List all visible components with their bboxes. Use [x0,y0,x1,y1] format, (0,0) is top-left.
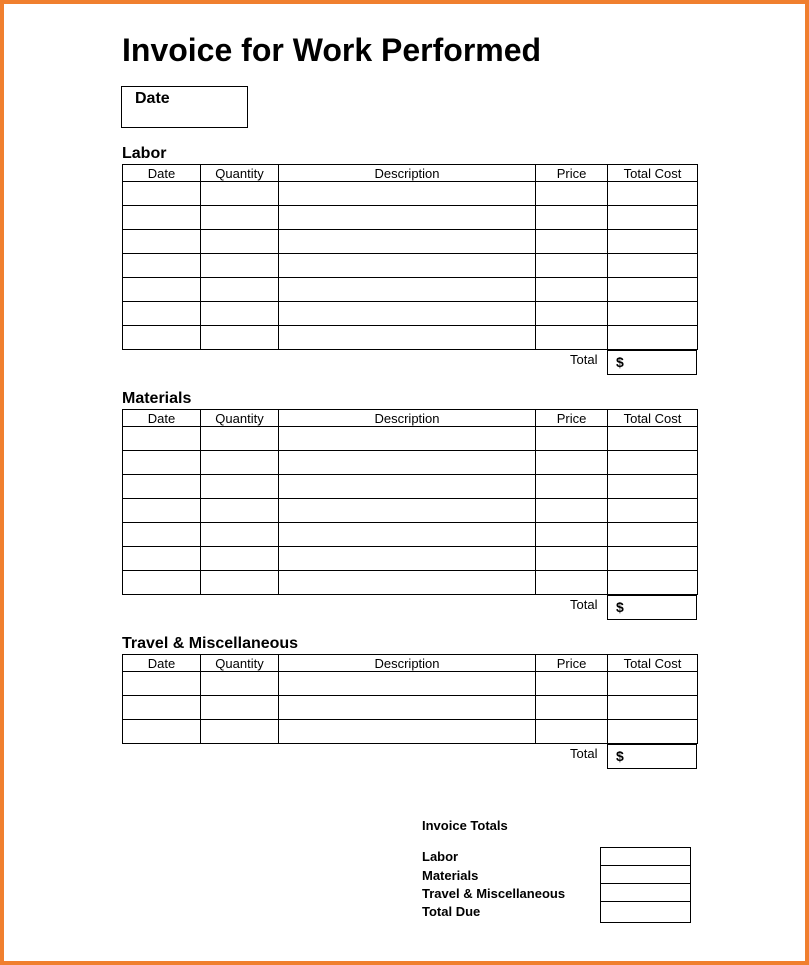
travel-table [122,654,698,744]
cell[interactable] [279,451,536,475]
cell[interactable] [201,206,279,230]
cell[interactable] [608,451,698,475]
summary-label-materials: Materials [422,868,479,883]
cell[interactable] [201,696,279,720]
cell[interactable] [123,206,201,230]
cell[interactable] [536,427,608,451]
cell[interactable] [201,720,279,744]
cell[interactable] [608,547,698,571]
cell[interactable] [536,254,608,278]
materials-total-label: Total [570,597,598,612]
date-field[interactable] [121,86,248,128]
col-header-price: Price [536,410,608,427]
currency-symbol: $ [616,748,624,764]
summary-total-due-field[interactable] [600,901,691,923]
cell[interactable] [279,326,536,350]
col-header-description: Description [279,165,536,182]
cell[interactable] [608,182,698,206]
table-row [123,182,698,206]
cell[interactable] [279,523,536,547]
table-row [123,278,698,302]
cell[interactable] [123,326,201,350]
cell[interactable] [201,230,279,254]
materials-table [122,409,698,595]
summary-materials-field[interactable] [600,865,691,884]
cell[interactable] [123,230,201,254]
table-row [123,571,698,595]
page-title: Invoice for Work Performed [122,32,542,68]
cell[interactable] [279,672,536,696]
cell[interactable] [201,547,279,571]
cell[interactable] [279,427,536,451]
col-header-quantity: Quantity [201,655,279,672]
cell[interactable] [279,278,536,302]
cell[interactable] [123,499,201,523]
cell[interactable] [201,326,279,350]
col-header-total-cost: Total Cost [608,655,698,672]
table-header-row [123,655,698,672]
cell[interactable] [608,206,698,230]
labor-table [122,164,698,350]
cell[interactable] [201,672,279,696]
cell[interactable] [536,182,608,206]
table-row [123,302,698,326]
cell[interactable] [123,451,201,475]
table-row [123,720,698,744]
col-header-date: Date [123,165,201,182]
cell[interactable] [201,571,279,595]
cell[interactable] [608,230,698,254]
cell[interactable] [279,571,536,595]
travel-total-label: Total [570,746,598,761]
cell[interactable] [123,571,201,595]
cell[interactable] [608,523,698,547]
cell[interactable] [279,230,536,254]
table-row [123,523,698,547]
cell[interactable] [201,499,279,523]
cell[interactable] [201,182,279,206]
cell[interactable] [123,278,201,302]
cell[interactable] [123,302,201,326]
labor-total-field[interactable] [607,350,697,375]
cell[interactable] [536,696,608,720]
cell[interactable] [279,475,536,499]
cell[interactable] [123,254,201,278]
travel-total-field[interactable] [607,744,697,769]
cell[interactable] [608,696,698,720]
cell[interactable] [201,523,279,547]
cell[interactable] [123,547,201,571]
col-header-date: Date [123,410,201,427]
table-row [123,672,698,696]
cell[interactable] [608,427,698,451]
cell[interactable] [536,475,608,499]
table-row [123,427,698,451]
cell[interactable] [536,206,608,230]
cell[interactable] [608,326,698,350]
travel-section-title: Travel & Miscellaneous [122,635,299,652]
cell[interactable] [608,672,698,696]
cell[interactable] [279,254,536,278]
cell[interactable] [123,427,201,451]
cell[interactable] [279,696,536,720]
col-header-quantity: Quantity [201,165,279,182]
materials-section-title: Materials [122,390,192,407]
cell[interactable] [123,475,201,499]
cell[interactable] [536,451,608,475]
cell[interactable] [536,278,608,302]
cell[interactable] [536,230,608,254]
cell[interactable] [536,302,608,326]
cell[interactable] [536,523,608,547]
cell[interactable] [201,427,279,451]
table-row [123,499,698,523]
cell[interactable] [279,499,536,523]
cell[interactable] [536,326,608,350]
table-row [123,230,698,254]
table-row [123,547,698,571]
cell[interactable] [536,571,608,595]
col-header-description: Description [279,410,536,427]
cell[interactable] [608,571,698,595]
labor-total-label: Total [570,352,598,367]
col-header-total-cost: Total Cost [608,410,698,427]
cell[interactable] [201,475,279,499]
summary-travel-field[interactable] [600,883,691,902]
col-header-price: Price [536,655,608,672]
cell[interactable] [201,278,279,302]
cell[interactable] [123,696,201,720]
cell[interactable] [279,206,536,230]
cell[interactable] [536,672,608,696]
cell[interactable] [279,720,536,744]
currency-symbol: $ [616,599,624,615]
summary-label-travel: Travel & Miscellaneous [422,886,566,901]
cell[interactable] [279,182,536,206]
table-row [123,696,698,720]
labor-section-title: Labor [122,145,167,162]
col-header-quantity: Quantity [201,410,279,427]
cell[interactable] [608,302,698,326]
cell[interactable] [608,475,698,499]
cell[interactable] [279,302,536,326]
cell[interactable] [608,278,698,302]
currency-symbol: $ [616,354,624,370]
table-row [123,206,698,230]
cell[interactable] [201,254,279,278]
col-header-date: Date [123,655,201,672]
table-row [123,326,698,350]
cell[interactable] [279,547,536,571]
materials-total-field[interactable] [607,595,697,620]
cell[interactable] [123,523,201,547]
cell[interactable] [123,182,201,206]
table-row [123,254,698,278]
cell[interactable] [201,451,279,475]
cell[interactable] [536,547,608,571]
table-row [123,475,698,499]
table-header-row [123,410,698,427]
col-header-total-cost: Total Cost [608,165,698,182]
cell[interactable] [123,720,201,744]
date-label: Date [135,90,170,107]
cell[interactable] [608,720,698,744]
invoice-totals-title: Invoice Totals [422,818,508,833]
cell[interactable] [123,672,201,696]
cell[interactable] [536,720,608,744]
cell[interactable] [536,499,608,523]
cell[interactable] [608,254,698,278]
table-row [123,451,698,475]
summary-label-total-due: Total Due [422,904,481,919]
summary-labor-field[interactable] [600,847,691,866]
cell[interactable] [201,302,279,326]
summary-label-labor: Labor [422,849,459,864]
col-header-description: Description [279,655,536,672]
table-header-row [123,165,698,182]
cell[interactable] [608,499,698,523]
col-header-price: Price [536,165,608,182]
